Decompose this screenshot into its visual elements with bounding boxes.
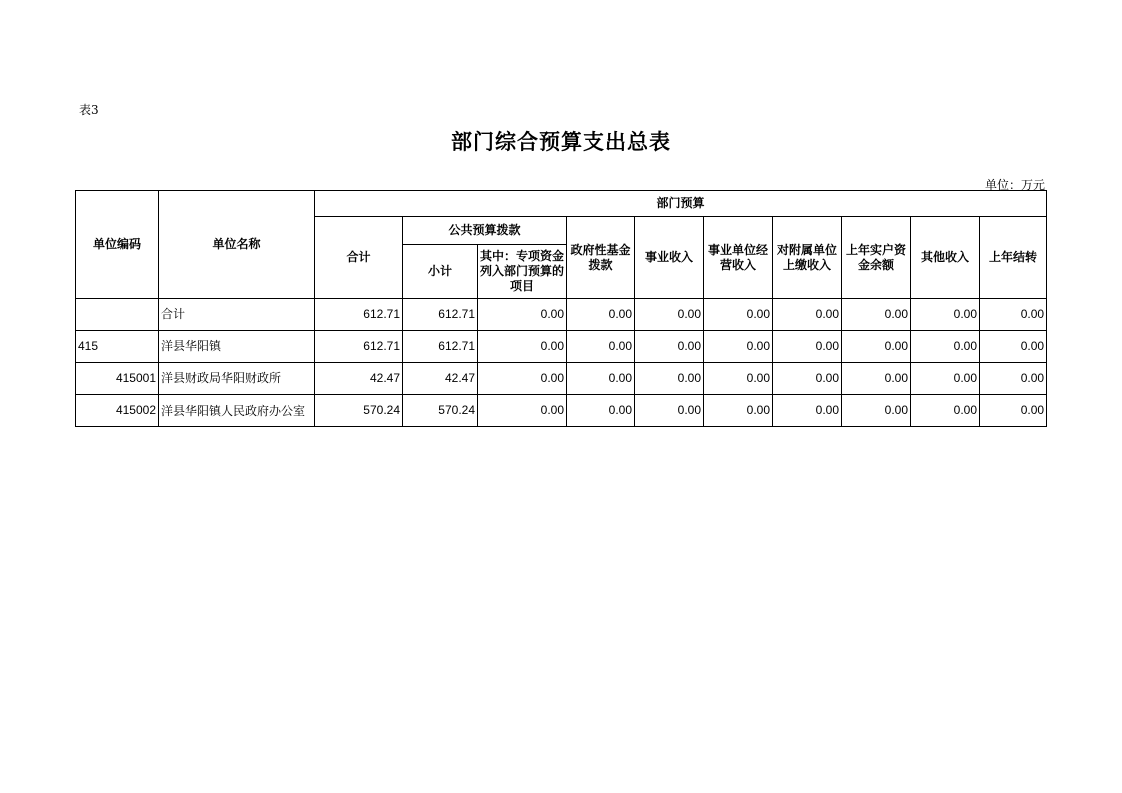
header-subtotal: 小计 <box>403 245 478 299</box>
page-title: 部门综合预算支出总表 <box>451 130 671 154</box>
cell-business: 0.00 <box>635 363 704 395</box>
cell-total: 612.71 <box>315 331 403 363</box>
cell-name: 洋县华阳镇 <box>159 331 315 363</box>
cell-code <box>76 299 159 331</box>
table-row <box>76 299 1047 331</box>
cell-subtotal: 612.71 <box>403 299 478 331</box>
header-unit-name: 单位名称 <box>159 191 315 299</box>
cell-operating: 0.00 <box>704 299 773 331</box>
cell-subtotal: 570.24 <box>403 395 478 427</box>
cell-name: 洋县华阳镇人民政府办公室 <box>159 395 315 427</box>
cell-special: 0.00 <box>478 299 567 331</box>
table-row <box>76 363 1047 395</box>
cell-code: 415001 <box>76 363 159 395</box>
header-dept-budget: 部门预算 <box>315 191 1047 217</box>
cell-code: 415 <box>76 331 159 363</box>
cell-total: 570.24 <box>315 395 403 427</box>
cell-other: 0.00 <box>911 395 980 427</box>
cell-operating: 0.00 <box>704 395 773 427</box>
cell-special: 0.00 <box>478 395 567 427</box>
cell-special: 0.00 <box>478 331 567 363</box>
cell-carryover: 0.00 <box>980 363 1047 395</box>
cell-prior-balance: 0.00 <box>842 299 911 331</box>
cell-prior-balance: 0.00 <box>842 395 911 427</box>
header-other-income: 其他收入 <box>911 217 980 299</box>
cell-other: 0.00 <box>911 331 980 363</box>
cell-prior-balance: 0.00 <box>842 363 911 395</box>
header-gov-fund: 政府性基金拨款 <box>567 217 635 299</box>
header-carryover: 上年结转 <box>980 217 1047 299</box>
cell-name: 洋县财政局华阳财政所 <box>159 363 315 395</box>
cell-special: 0.00 <box>478 363 567 395</box>
header-business-income: 事业收入 <box>635 217 704 299</box>
table-row <box>76 395 1047 427</box>
cell-carryover: 0.00 <box>980 299 1047 331</box>
cell-operating: 0.00 <box>704 363 773 395</box>
header-affiliated-income: 对附属单位上缴收入 <box>773 217 842 299</box>
table-number: 表3 <box>79 103 99 117</box>
cell-business: 0.00 <box>635 299 704 331</box>
unit-label: 单位：万元 <box>984 178 1045 192</box>
cell-subtotal: 42.47 <box>403 363 478 395</box>
header-operating-income: 事业单位经营收入 <box>704 217 773 299</box>
header-special-funds: 其中：专项资金列入部门预算的项目 <box>478 245 567 299</box>
cell-affiliated: 0.00 <box>773 299 842 331</box>
cell-code: 415002 <box>76 395 159 427</box>
cell-other: 0.00 <box>911 363 980 395</box>
table-row <box>76 331 1047 363</box>
cell-gov-fund: 0.00 <box>567 299 635 331</box>
header-prior-balance: 上年实户资金余额 <box>842 217 911 299</box>
cell-business: 0.00 <box>635 331 704 363</box>
budget-table <box>75 190 1047 427</box>
cell-gov-fund: 0.00 <box>567 395 635 427</box>
cell-affiliated: 0.00 <box>773 395 842 427</box>
cell-carryover: 0.00 <box>980 331 1047 363</box>
cell-business: 0.00 <box>635 395 704 427</box>
cell-prior-balance: 0.00 <box>842 331 911 363</box>
cell-gov-fund: 0.00 <box>567 331 635 363</box>
cell-total: 42.47 <box>315 363 403 395</box>
cell-other: 0.00 <box>911 299 980 331</box>
header-public-budget: 公共预算拨款 <box>403 217 567 245</box>
cell-affiliated: 0.00 <box>773 363 842 395</box>
cell-name: 合计 <box>159 299 315 331</box>
header-unit-code: 单位编码 <box>76 191 159 299</box>
cell-total: 612.71 <box>315 299 403 331</box>
cell-affiliated: 0.00 <box>773 331 842 363</box>
cell-subtotal: 612.71 <box>403 331 478 363</box>
cell-carryover: 0.00 <box>980 395 1047 427</box>
cell-operating: 0.00 <box>704 331 773 363</box>
cell-gov-fund: 0.00 <box>567 363 635 395</box>
header-total: 合计 <box>315 217 403 299</box>
